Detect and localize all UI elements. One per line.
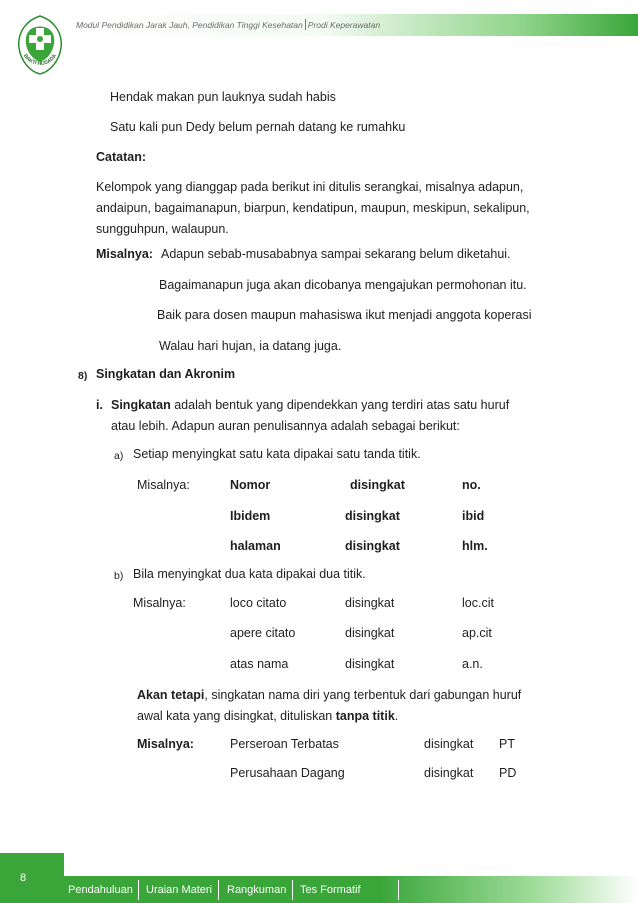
svg-text:BAKTI HUSADA: BAKTI HUSADA — [21, 53, 59, 67]
akan-tetapi-term: Akan tetapi — [137, 688, 205, 702]
bakti-husada-logo — [13, 14, 67, 76]
table-cell: PT — [499, 737, 515, 751]
table-cell: ap.cit — [462, 626, 492, 640]
header-divider — [305, 19, 306, 30]
catatan-paragraph — [96, 177, 530, 240]
nav-separator — [218, 880, 219, 900]
table-cell: disingkat — [350, 478, 405, 492]
rule-a-misalnya: Misalnya: — [137, 478, 190, 492]
table-cell: hlm. — [462, 539, 488, 553]
akan-tetapi-line-2-post: . — [394, 709, 399, 723]
rule-a-text: Setiap menyingkat satu kata dipakai satu tanda titik. — [133, 447, 421, 461]
table-cell: disingkat — [424, 737, 474, 751]
nav-separator — [292, 880, 293, 900]
singkatan-definition — [111, 395, 509, 437]
table-cell: ibid — [462, 509, 485, 523]
nav-separator — [398, 880, 399, 900]
table-cell: Ibidem — [230, 509, 271, 523]
nav-uraian-materi[interactable]: Uraian Materi — [146, 884, 213, 896]
table-cell: disingkat — [345, 626, 395, 640]
singkatan-line-1-rest: adalah bentuk yang dipendekkan yang terdiri atas satu huruf — [170, 398, 510, 412]
misalnya-example-1: Adapun sebab-musababnya sampai sekarang belum diketahui. — [161, 247, 511, 261]
akan-tetapi-line-2-pre: awal kata yang disingkat, dituliskan — [137, 709, 336, 723]
catatan-line-1: Kelompok yang dianggap pada berikut ini ditulis serangkai, misalnya adapun, — [96, 180, 524, 194]
table-cell: apere citato — [230, 626, 296, 640]
catatan-heading: Catatan: — [96, 150, 147, 164]
example-line-1: Hendak makan pun lauknya sudah habis — [110, 90, 336, 104]
nav-pendahuluan[interactable]: Pendahuluan — [68, 884, 133, 896]
table-cell: no. — [462, 478, 481, 492]
page-number-box — [0, 853, 64, 903]
akan-tetapi-bold: tanpa titik — [335, 709, 395, 723]
singkatan-term: Singkatan — [111, 398, 171, 412]
rule-a-number: a) — [114, 450, 124, 462]
akan-tetapi-line-1-rest: , singkatan nama diri yang terbentuk dari gabungan huruf — [204, 688, 522, 702]
akan-tetapi-line-2 — [137, 706, 521, 727]
table-cell: disingkat — [345, 596, 395, 610]
section-title: Singkatan dan Akronim — [96, 367, 236, 381]
table-cell: loc.cit — [462, 596, 494, 610]
nav-rangkuman[interactable]: Rangkuman — [227, 884, 287, 896]
singkatan-line-1 — [111, 395, 509, 416]
nav-separator — [138, 880, 139, 900]
misalnya-example-2: Bagaimanapun juga akan dicobanya mengajukan permohonan itu. — [159, 278, 527, 292]
catatan-line-2: andaipun, bagaimanapun, biarpun, kendatipun, maupun, meskipun, sekalipun, — [96, 201, 530, 215]
akan-tetapi-paragraph — [137, 685, 521, 727]
table-cell: disingkat — [424, 766, 474, 780]
rule-b-text: Bila menyingkat dua kata dipakai dua titik. — [133, 567, 366, 581]
header-subtitle: Prodi Keperawatan — [307, 20, 381, 30]
table-cell: Perusahaan Dagang — [230, 766, 345, 780]
misalnya-example-4: Walau hari hujan, ia datang juga. — [159, 339, 342, 353]
example-line-2: Satu kali pun Dedy belum pernah datang ke rumahku — [110, 120, 406, 134]
table-cell: PD — [499, 766, 517, 780]
table-cell: halaman — [230, 539, 281, 553]
table-cell: Perseroan Terbatas — [230, 737, 339, 751]
section-number: 8) — [78, 370, 88, 382]
misalnya-example-3: Baik para dosen maupun mahasiswa ikut menjadi anggota koperasi — [157, 308, 532, 322]
rule-b-misalnya: Misalnya: — [133, 596, 186, 610]
nav-tes-formatif[interactable]: Tes Formatif — [300, 884, 361, 896]
table-cell: disingkat — [345, 539, 400, 553]
item-i-number: i. — [96, 398, 103, 412]
table-cell: loco citato — [230, 596, 287, 610]
table-cell: atas nama — [230, 657, 289, 671]
akan-tetapi-line-1 — [137, 685, 521, 706]
table-cell: disingkat — [345, 509, 400, 523]
misalnya-label: Misalnya: — [96, 247, 153, 261]
catatan-line-3: sungguhpun, walaupun. — [96, 222, 229, 236]
rule-b-number: b) — [114, 570, 124, 582]
singkatan-line-2: atau lebih. Adapun auran penulisannya adalah sebagai berikut: — [111, 419, 460, 433]
header-title-main: Modul Pendidikan Jarak Jauh, Pendidikan Tinggi Kesehatan — [76, 20, 303, 30]
header-title — [76, 19, 380, 30]
table-cell: disingkat — [345, 657, 395, 671]
rule-c-misalnya: Misalnya: — [137, 737, 194, 751]
table-cell: Nomor — [230, 478, 271, 492]
table-cell: a.n. — [462, 657, 483, 671]
page-number: 8 — [20, 872, 27, 884]
